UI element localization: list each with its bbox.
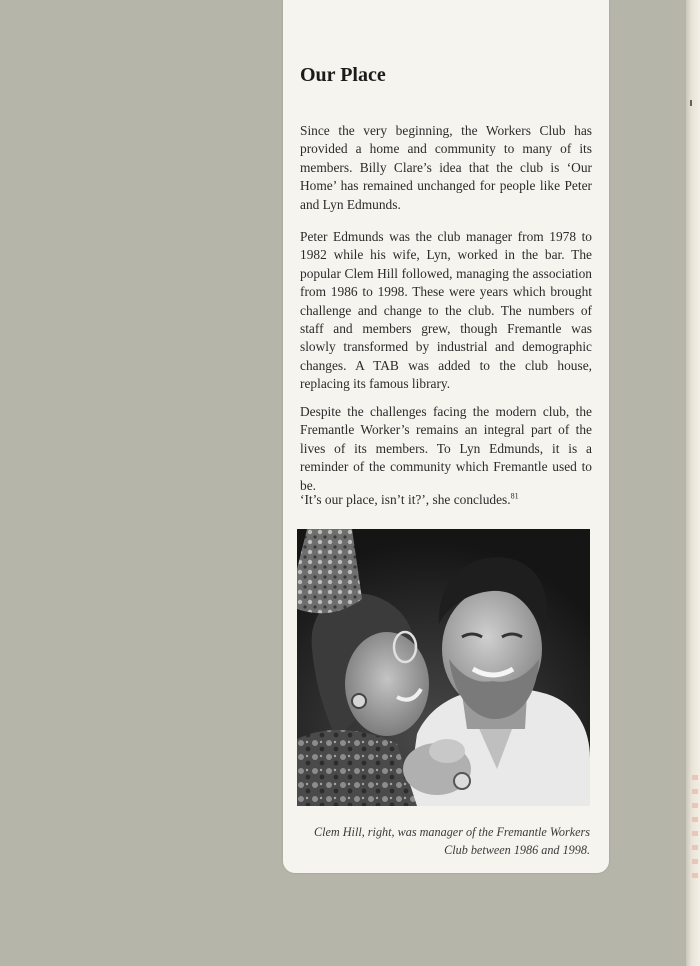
quote-text: ‘It’s our place, isn’t it?’, she concludes. bbox=[300, 492, 511, 507]
photo-illustration bbox=[297, 529, 590, 806]
page-title: Our Place bbox=[300, 64, 386, 86]
quote-paragraph bbox=[300, 491, 592, 509]
photo-clem-hill bbox=[297, 529, 590, 806]
caption-line-1: Clem Hill, right, was manager of the Fremantle Workers bbox=[313, 825, 590, 839]
paragraph-intro: Since the very beginning, the Workers Club has provided a home and community to many of its members. Billy Clare’s idea that the club is ‘Our Home’ has remained unchanged for people like Peter and Lyn Edmunds. bbox=[300, 123, 592, 212]
footnote-marker: 81 bbox=[510, 491, 519, 501]
caption-line-2: Club between 1986 and 1998. bbox=[444, 843, 590, 857]
page-edge-mark bbox=[690, 100, 692, 106]
paragraph-modern-club: Despite the challenges facing the modern club, the Fremantle Worker’s remains an integral part of the lives of its members. To Lyn Edmunds, it is a reminder of the community which Fremantle used to be. bbox=[300, 404, 592, 493]
page-edge-color-strip bbox=[692, 775, 698, 885]
photo-caption bbox=[300, 823, 590, 859]
paragraph-managers: Peter Edmunds was the club manager from 1978 to 1982 while his wife, Lyn, worked in the bar. The popular Clem Hill followed, managing the association from 1986 to 1998. These were years which brought challenge and change to the club. The numbers of staff and members grew, though Fremantle was slowly transformed by industrial and demographic changes. A TAB was added to the club house, replacing its famous library. bbox=[300, 229, 592, 392]
